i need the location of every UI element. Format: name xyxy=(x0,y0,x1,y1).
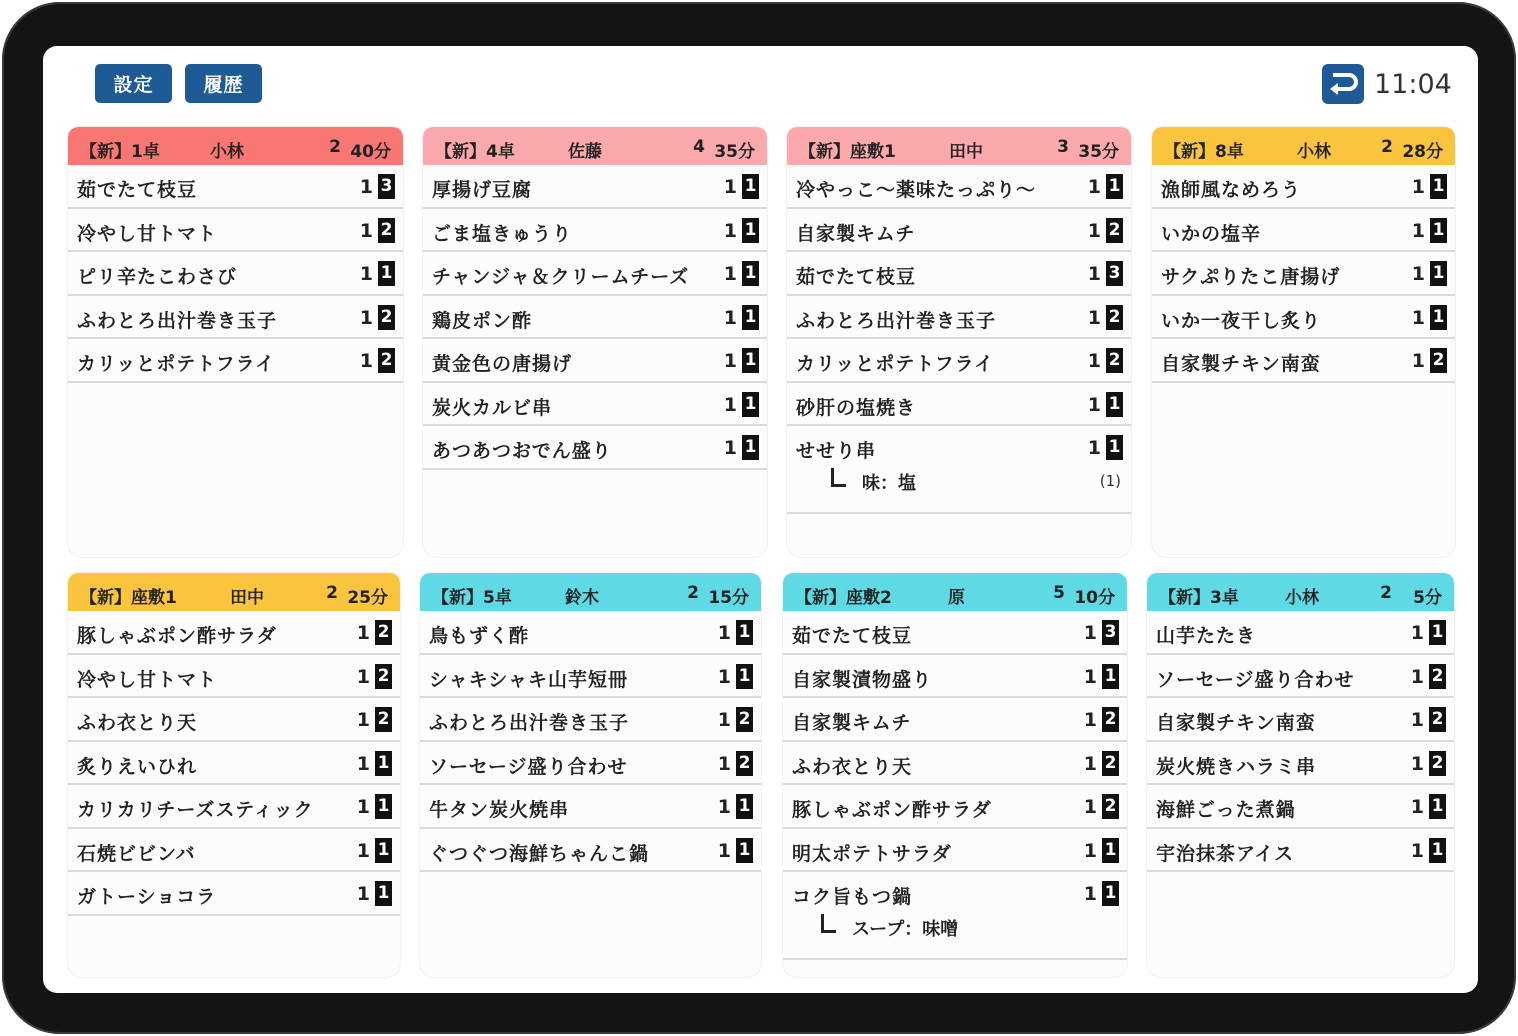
order-item[interactable] xyxy=(420,829,761,873)
item-name: 冷やし甘トマト xyxy=(77,222,218,245)
option-text: スープ：味噌 xyxy=(852,919,959,940)
item-quantity: 1 xyxy=(1411,263,1425,285)
item-name: チャンジャ＆クリームチーズ xyxy=(432,266,690,288)
course-number-badge: 1 xyxy=(742,392,759,417)
course-number-badge: 1 xyxy=(1102,664,1119,689)
item-name: 自家製キムチ xyxy=(792,712,912,734)
item-name: 炭火カルビ串 xyxy=(432,396,553,419)
tablet-frame xyxy=(2,2,1516,1034)
item-quantity: 1 xyxy=(356,883,370,905)
item-name: ふわ衣とり天 xyxy=(792,755,913,778)
item-quantity: 1 xyxy=(1087,219,1101,242)
course-number-badge: 1 xyxy=(1430,305,1447,330)
elapsed-time: 35分 xyxy=(714,142,755,162)
item-name: あつあつおでん盛り xyxy=(432,440,612,462)
order-item[interactable] xyxy=(423,426,767,470)
order-item[interactable] xyxy=(1147,829,1454,873)
item-quantity: 1 xyxy=(1410,665,1424,688)
course-number-badge: 2 xyxy=(1429,664,1446,689)
table-label: 【新】座敷1 xyxy=(80,588,177,608)
item-name: 砂肝の塩焼き xyxy=(796,396,917,419)
item-quantity: 1 xyxy=(359,306,373,329)
course-number-badge: 2 xyxy=(736,751,753,776)
item-name: サクぷりたこ唐揚げ xyxy=(1161,266,1341,288)
item-option xyxy=(831,468,916,495)
table-label: 【新】座敷1 xyxy=(799,142,896,162)
staff-name: 小林 xyxy=(1297,142,1331,162)
item-quantity: 1 xyxy=(356,752,370,775)
order-card-header[interactable] xyxy=(1147,573,1454,611)
course-number-badge: 2 xyxy=(1106,348,1123,373)
order-item[interactable] xyxy=(68,611,400,655)
order-card-header[interactable] xyxy=(68,127,403,165)
course-number-badge: 1 xyxy=(1429,620,1446,645)
item-quantity: 1 xyxy=(1410,796,1424,818)
elapsed-time: 15分 xyxy=(708,588,749,608)
order-item[interactable] xyxy=(783,655,1127,699)
item-quantity: 1 xyxy=(1083,752,1097,775)
order-card[interactable] xyxy=(1147,573,1454,977)
order-item[interactable] xyxy=(68,872,400,916)
order-item[interactable] xyxy=(1147,655,1454,699)
order-card[interactable] xyxy=(420,573,761,977)
item-quantity: 1 xyxy=(1087,263,1101,285)
order-item[interactable] xyxy=(68,698,400,742)
course-number-badge: 1 xyxy=(1102,838,1119,863)
order-card[interactable] xyxy=(787,127,1131,557)
item-quantity: 1 xyxy=(723,393,737,416)
item-option xyxy=(821,914,958,941)
item-quantity: 1 xyxy=(359,263,373,285)
item-quantity: 1 xyxy=(717,622,731,644)
order-item[interactable] xyxy=(1152,209,1455,253)
order-item[interactable] xyxy=(68,785,400,829)
item-name: せせり串 xyxy=(796,440,877,462)
item-quantity: 1 xyxy=(1087,350,1101,372)
item-quantity: 1 xyxy=(356,665,370,688)
course-number-badge: 1 xyxy=(742,435,759,460)
guest-count: 2 xyxy=(326,583,338,603)
order-item[interactable] xyxy=(68,252,403,296)
order-board xyxy=(68,127,1456,987)
item-quantity: 1 xyxy=(1411,219,1425,242)
order-item[interactable] xyxy=(423,339,767,383)
item-quantity: 1 xyxy=(1083,665,1097,688)
item-name: 冷やっこ〜薬味たっぷり〜 xyxy=(796,179,1037,201)
item-name: 炙りえいひれ xyxy=(77,755,198,778)
course-number-badge: 2 xyxy=(378,348,395,373)
course-number-badge: 2 xyxy=(378,305,395,330)
item-quantity: 1 xyxy=(1411,306,1425,329)
order-item[interactable] xyxy=(787,252,1131,296)
item-quantity: 1 xyxy=(1411,350,1425,372)
course-number-badge: 2 xyxy=(1430,348,1447,373)
order-item[interactable] xyxy=(783,785,1127,829)
order-card[interactable] xyxy=(423,127,767,557)
item-quantity: 1 xyxy=(723,176,737,198)
order-card[interactable] xyxy=(68,573,400,977)
guest-count: 3 xyxy=(1057,137,1069,157)
item-name: 茹でたて枝豆 xyxy=(77,179,198,201)
table-label: 【新】座敷2 xyxy=(795,588,892,608)
item-quantity: 1 xyxy=(1083,709,1097,731)
order-item[interactable] xyxy=(1152,339,1455,383)
course-number-badge: 1 xyxy=(378,261,395,286)
item-name: コク旨もつ鍋 xyxy=(792,886,913,908)
course-number-badge: 1 xyxy=(742,174,759,199)
order-item[interactable] xyxy=(420,698,761,742)
order-card[interactable] xyxy=(1152,127,1455,557)
elapsed-time: 10分 xyxy=(1074,588,1115,608)
elapsed-time: 35分 xyxy=(1078,142,1119,162)
option-count: (1) xyxy=(1099,472,1121,490)
item-name: 厚揚げ豆腐 xyxy=(432,179,533,201)
order-item[interactable] xyxy=(783,698,1127,742)
guest-count: 4 xyxy=(693,137,705,157)
item-name: 茹でたて枝豆 xyxy=(796,266,917,288)
table-label: 【新】5卓 xyxy=(432,588,512,608)
item-name: シャキシャキ山芋短冊 xyxy=(429,668,629,691)
course-number-badge: 1 xyxy=(742,305,759,330)
item-name: ソーセージ盛り合わせ xyxy=(429,755,628,778)
item-quantity: 1 xyxy=(723,350,737,372)
item-name: ふわとろ出汁巻き玉子 xyxy=(77,309,278,332)
order-item[interactable] xyxy=(783,829,1127,873)
course-number-badge: 2 xyxy=(1106,218,1123,243)
kds-screen xyxy=(43,46,1478,993)
item-name: ふわとろ出汁巻き玉子 xyxy=(429,712,630,734)
item-name: ソーセージ盛り合わせ xyxy=(1156,668,1355,691)
order-item[interactable] xyxy=(423,252,767,296)
item-name: ふわ衣とり天 xyxy=(77,712,198,734)
item-quantity: 1 xyxy=(1411,176,1425,198)
course-number-badge: 1 xyxy=(742,218,759,243)
item-quantity: 1 xyxy=(717,839,731,862)
course-number-badge: 3 xyxy=(378,174,395,199)
order-item[interactable] xyxy=(783,611,1127,655)
item-name: カリッとポテトフライ xyxy=(77,353,276,375)
item-name: ごま塩きゅうり xyxy=(432,222,573,245)
order-item[interactable] xyxy=(68,742,400,786)
course-number-badge: 2 xyxy=(1102,707,1119,732)
staff-name: 田中 xyxy=(230,588,264,608)
order-item[interactable] xyxy=(787,165,1131,209)
item-quantity: 1 xyxy=(1083,622,1097,644)
course-number-badge: 1 xyxy=(1102,881,1119,906)
order-item[interactable] xyxy=(420,785,761,829)
course-number-badge: 1 xyxy=(375,751,392,776)
table-label: 【新】8卓 xyxy=(1164,142,1244,162)
elapsed-time: 40分 xyxy=(350,142,391,162)
item-name: 自家製漬物盛り xyxy=(792,668,933,691)
item-quantity: 1 xyxy=(359,350,373,372)
course-number-badge: 1 xyxy=(736,838,753,863)
order-item[interactable] xyxy=(68,655,400,699)
course-number-badge: 2 xyxy=(1429,707,1446,732)
item-quantity: 1 xyxy=(1087,306,1101,329)
order-item[interactable] xyxy=(68,829,400,873)
guest-count: 2 xyxy=(1381,137,1393,157)
option-corner-icon xyxy=(831,468,846,487)
order-item[interactable] xyxy=(1152,252,1455,296)
item-name: 冷やし甘トマト xyxy=(77,668,218,691)
order-item[interactable] xyxy=(1147,698,1454,742)
item-quantity: 1 xyxy=(717,752,731,775)
course-number-badge: 3 xyxy=(1106,261,1123,286)
item-name: 自家製チキン南蛮 xyxy=(1156,712,1316,734)
order-item[interactable] xyxy=(68,339,403,383)
staff-name: 田中 xyxy=(949,142,983,162)
course-number-badge: 1 xyxy=(1430,174,1447,199)
elapsed-time: 25分 xyxy=(347,588,388,608)
item-quantity: 1 xyxy=(1410,622,1424,644)
item-quantity: 1 xyxy=(1087,437,1101,459)
item-name: 自家製チキン南蛮 xyxy=(1161,353,1321,375)
course-number-badge: 1 xyxy=(1429,838,1446,863)
course-number-badge: 2 xyxy=(375,620,392,645)
item-quantity: 1 xyxy=(356,839,370,862)
return-arrow-icon xyxy=(1327,70,1359,98)
order-item[interactable] xyxy=(1147,611,1454,655)
order-item[interactable] xyxy=(423,383,767,427)
item-quantity: 1 xyxy=(1087,176,1101,198)
item-name: カリッとポテトフライ xyxy=(796,353,995,375)
course-number-badge: 1 xyxy=(375,838,392,863)
order-item[interactable] xyxy=(1147,742,1454,786)
course-number-badge: 2 xyxy=(1429,751,1446,776)
item-quantity: 1 xyxy=(359,176,373,198)
item-quantity: 1 xyxy=(723,219,737,242)
order-card-header[interactable] xyxy=(423,127,767,165)
item-name: 黄金色の唐揚げ xyxy=(432,353,573,375)
order-card-header[interactable] xyxy=(783,573,1127,611)
item-name: いかの塩辛 xyxy=(1161,222,1262,245)
item-name: ガトーショコラ xyxy=(77,886,217,908)
course-number-badge: 1 xyxy=(742,261,759,286)
order-item[interactable] xyxy=(1147,785,1454,829)
item-name: いか一夜干し炙り xyxy=(1161,309,1322,332)
order-item[interactable] xyxy=(68,209,403,253)
item-name: 鳥もずく酢 xyxy=(429,625,530,647)
order-card-header[interactable] xyxy=(787,127,1131,165)
course-number-badge: 1 xyxy=(1106,435,1123,460)
order-item[interactable] xyxy=(68,296,403,340)
staff-name: 小林 xyxy=(210,142,244,162)
order-item[interactable] xyxy=(787,426,1131,514)
item-quantity: 1 xyxy=(723,306,737,329)
item-quantity: 1 xyxy=(356,709,370,731)
item-quantity: 1 xyxy=(717,709,731,731)
order-card-header[interactable] xyxy=(1152,127,1455,165)
order-item[interactable] xyxy=(783,742,1127,786)
item-quantity: 1 xyxy=(356,622,370,644)
order-item[interactable] xyxy=(423,165,767,209)
history-button[interactable]: 履歴 xyxy=(185,64,262,103)
item-name: 山芋たたき xyxy=(1156,625,1257,647)
staff-name: 原 xyxy=(948,588,965,608)
order-item[interactable] xyxy=(787,339,1131,383)
order-card-header[interactable] xyxy=(68,573,400,611)
order-card[interactable] xyxy=(783,573,1127,977)
order-item[interactable] xyxy=(1152,296,1455,340)
course-number-badge: 1 xyxy=(1106,392,1123,417)
item-name: ふわとろ出汁巻き玉子 xyxy=(796,309,997,332)
item-name: 自家製キムチ xyxy=(796,222,916,245)
item-name: 明太ポテトサラダ xyxy=(792,842,952,865)
item-quantity: 1 xyxy=(717,665,731,688)
course-number-badge: 2 xyxy=(736,707,753,732)
item-name: 茹でたて枝豆 xyxy=(792,625,913,647)
course-number-badge: 1 xyxy=(742,348,759,373)
clock: 11:04 xyxy=(1374,69,1452,100)
item-name: 海鮮ごった煮鍋 xyxy=(1156,799,1296,821)
course-number-badge: 2 xyxy=(1106,305,1123,330)
table-label: 【新】1卓 xyxy=(80,142,160,162)
elapsed-time: 28分 xyxy=(1402,142,1443,162)
item-name: 豚しゃぶポン酢サラダ xyxy=(77,625,277,647)
order-item[interactable] xyxy=(423,209,767,253)
item-quantity: 1 xyxy=(359,219,373,242)
course-number-badge: 1 xyxy=(736,794,753,819)
settings-button[interactable]: 設定 xyxy=(95,64,172,103)
item-quantity: 1 xyxy=(1410,839,1424,862)
course-number-badge: 1 xyxy=(1430,218,1447,243)
staff-name: 鈴木 xyxy=(565,588,599,608)
course-number-badge: 1 xyxy=(736,620,753,645)
item-name: 石焼ビビンバ xyxy=(77,842,196,865)
option-text: 味：塩 xyxy=(862,473,916,494)
elapsed-time: 5分 xyxy=(1413,588,1442,608)
item-quantity: 1 xyxy=(1083,796,1097,818)
item-name: 炭火焼きハラミ串 xyxy=(1156,755,1317,778)
item-name: カリカリチーズスティック xyxy=(77,799,314,821)
course-number-badge: 2 xyxy=(378,218,395,243)
order-item[interactable] xyxy=(787,209,1131,253)
item-name: ぐつぐつ海鮮ちゃんこ鍋 xyxy=(429,842,650,865)
course-number-badge: 1 xyxy=(375,794,392,819)
table-label: 【新】3卓 xyxy=(1159,588,1239,608)
order-card-header[interactable] xyxy=(420,573,761,611)
order-card[interactable] xyxy=(68,127,403,557)
course-number-badge: 1 xyxy=(375,881,392,906)
item-quantity: 1 xyxy=(356,796,370,818)
course-number-badge: 2 xyxy=(1102,794,1119,819)
item-quantity: 1 xyxy=(1083,883,1097,905)
staff-name: 小林 xyxy=(1285,588,1319,608)
course-number-badge: 2 xyxy=(375,707,392,732)
order-item[interactable] xyxy=(68,165,403,209)
order-item[interactable] xyxy=(787,296,1131,340)
guest-count: 2 xyxy=(329,137,341,157)
course-number-badge: 1 xyxy=(1429,794,1446,819)
item-quantity: 1 xyxy=(723,437,737,459)
item-name: 宇治抹茶アイス xyxy=(1156,842,1295,865)
course-number-badge: 1 xyxy=(1106,174,1123,199)
item-name: 牛タン炭火焼串 xyxy=(429,799,570,821)
item-name: 豚しゃぶポン酢サラダ xyxy=(792,799,992,821)
guest-count: 2 xyxy=(1380,583,1392,603)
course-number-badge: 2 xyxy=(1102,751,1119,776)
course-number-badge: 1 xyxy=(736,664,753,689)
item-quantity: 1 xyxy=(723,263,737,285)
order-item[interactable] xyxy=(1152,165,1455,209)
guest-count: 2 xyxy=(687,583,699,603)
table-label: 【新】4卓 xyxy=(435,142,515,162)
course-number-badge: 2 xyxy=(375,664,392,689)
order-item[interactable] xyxy=(420,655,761,699)
item-quantity: 1 xyxy=(1410,752,1424,775)
item-quantity: 1 xyxy=(1410,709,1424,731)
order-item[interactable] xyxy=(783,872,1127,960)
item-quantity: 1 xyxy=(1083,839,1097,862)
item-name: 鶏皮ポン酢 xyxy=(432,309,533,332)
item-quantity: 1 xyxy=(1087,393,1101,416)
course-number-badge: 1 xyxy=(1430,261,1447,286)
item-quantity: 1 xyxy=(717,796,731,818)
option-corner-icon xyxy=(821,914,836,933)
back-button[interactable] xyxy=(1322,64,1364,104)
order-item[interactable] xyxy=(420,611,761,655)
order-item[interactable] xyxy=(420,742,761,786)
order-item[interactable] xyxy=(423,296,767,340)
staff-name: 佐藤 xyxy=(568,142,602,162)
item-name: ピリ辛たこわさび xyxy=(77,266,238,288)
course-number-badge: 3 xyxy=(1102,620,1119,645)
item-name: 漁師風なめろう xyxy=(1161,179,1302,201)
guest-count: 5 xyxy=(1053,583,1065,603)
order-item[interactable] xyxy=(787,383,1131,427)
